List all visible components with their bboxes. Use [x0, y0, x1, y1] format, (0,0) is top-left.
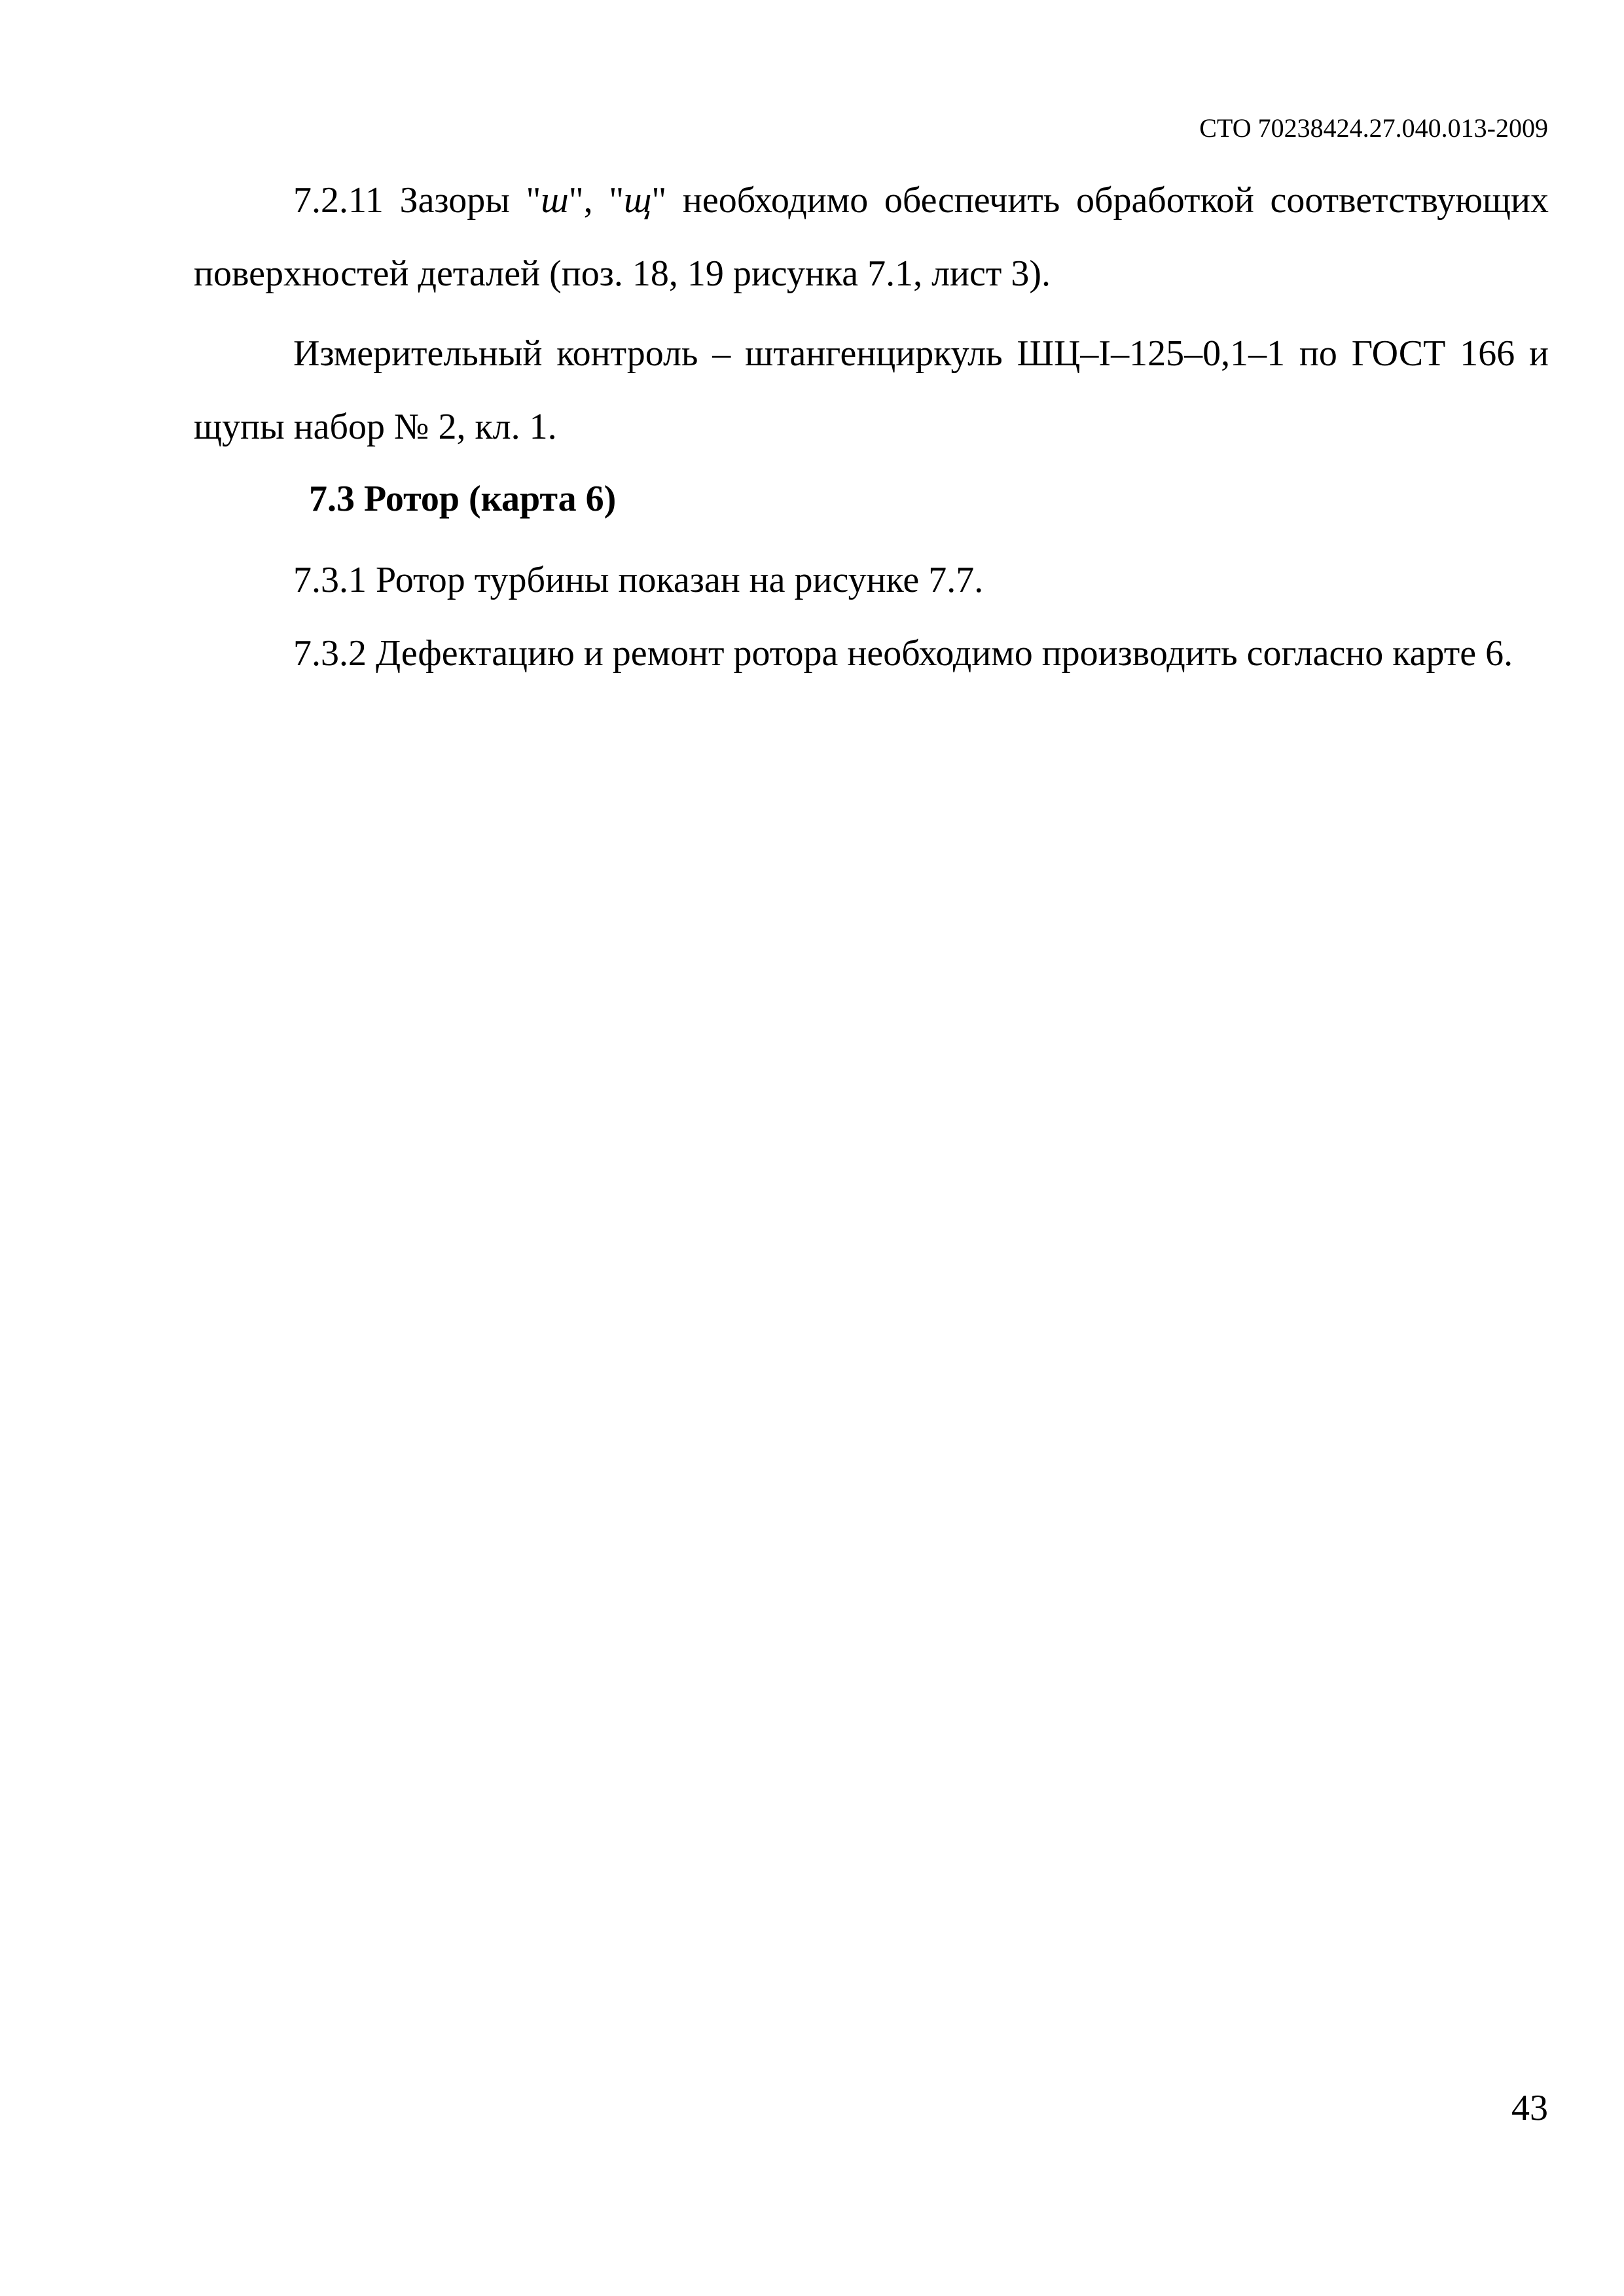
paragraph-block-1 [194, 164, 1549, 310]
paragraph-7-3-2: 7.3.2 Дефектацию и ремонт ротора необходимо производить согласно карте 6. [293, 633, 1513, 674]
paragraph-measurement-control: Измерительный контроль – штангенциркуль ШЦ–I–125–0,1–1 по ГОСТ 166 и щупы набор № 2, кл. 1. [194, 333, 1549, 447]
paragraph-7-2-11-lead: 7.2.11 Зазоры " [293, 180, 541, 221]
paragraph-7-2-11-tail: " необходимо обеспечить обработкой соответствующих поверхностей деталей (поз. 18, 19 рисунка 7.1, лист 3). [194, 180, 1549, 294]
paragraph-block-3 [194, 543, 1549, 690]
gap-label-shch: щ [624, 180, 652, 221]
gap-label-sh: ш [541, 180, 569, 221]
paragraph-7-3-1: 7.3.1 Ротор турбины показан на рисунке 7.7. [293, 560, 984, 600]
document-code-header: СТО 70238424.27.040.013-2009 [1199, 113, 1548, 143]
section-title-7-3: 7.3 Ротор (карта 6) [309, 479, 617, 519]
paragraph-block-2 [194, 317, 1549, 464]
paragraph-7-2-11 [194, 164, 1549, 310]
page-number: 43 [1511, 2088, 1548, 2128]
paragraph-7-2-11-mid: ", " [568, 180, 624, 221]
